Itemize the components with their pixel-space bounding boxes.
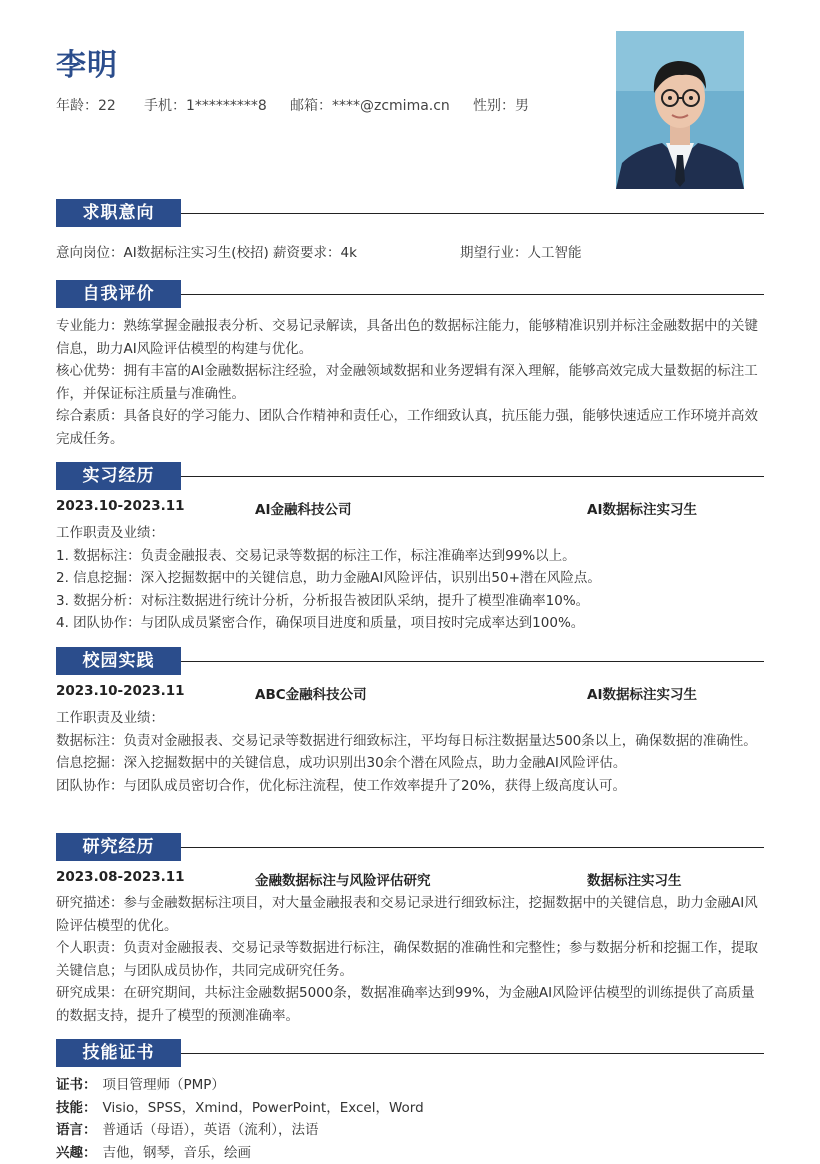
phone-text: 手机：1*********8 — [144, 95, 290, 115]
age-text: 年龄：22 — [56, 95, 144, 115]
detail-line: 3. 数据分析：对标注数据进行统计分析，分析报告被团队采纳，提升了模型准确率10%。 — [56, 590, 764, 613]
skill-value: 普通话（母语），英语（流利），法语 — [103, 1119, 319, 1142]
skill-item-interests — [56, 1142, 764, 1164]
section-divider — [181, 1053, 764, 1054]
skill-value: Visio，SPSS，Xmind，PowerPoint，Excel，Word — [103, 1097, 424, 1120]
email-text: 邮箱：****@zcmima.cn — [290, 95, 473, 115]
skill-label: 技能： — [56, 1097, 97, 1120]
detail-line: 4. 团队协作：与团队成员紧密合作，确保项目进度和质量，项目按时完成率达到100%。 — [56, 612, 764, 635]
section-divider — [181, 476, 764, 477]
research-header — [56, 869, 764, 891]
section-divider — [181, 661, 764, 662]
section-title: 校园实践 — [56, 647, 181, 675]
company-name: ABC金融科技公司 — [255, 683, 367, 703]
job-role: AI数据标注实习生 — [587, 683, 697, 703]
skills-list — [56, 1074, 764, 1164]
skill-item-skills — [56, 1097, 764, 1120]
skill-item-language — [56, 1119, 764, 1142]
skill-label: 兴趣： — [56, 1142, 97, 1164]
skill-label: 证书： — [56, 1074, 97, 1097]
detail-line: 1. 数据标注：负责金融报表、交易记录等数据的标注工作，标注准确率达到99%以上。 — [56, 545, 764, 568]
date-range: 2023.10-2023.11 — [56, 498, 185, 514]
section-title: 自我评价 — [56, 280, 181, 308]
detail-line: 2. 信息挖掘：深入挖掘数据中的关键信息，助力金融AI风险评估，识别出50+潜在风险点。 — [56, 567, 764, 590]
self-evaluation-text — [56, 315, 764, 450]
intent-industry: 期望行业：人工智能 — [460, 241, 582, 261]
self-line: 综合素质：具备良好的学习能力、团队合作精神和责任心，工作细致认真，抗压能力强，能够快速适应工作环境并高效完成任务。 — [56, 405, 764, 450]
detail-line: 个人职责：负责对金融报表、交易记录等数据进行标注，确保数据的准确性和完整性；参与数据分析和挖掘工作，提取关键信息；与团队成员协作，共同完成研究任务。 — [56, 937, 764, 982]
section-title: 实习经历 — [56, 462, 181, 490]
self-line: 核心优势：拥有丰富的AI金融数据标注经验，对金融领域数据和业务逻辑有深入理解，能够高效完成大量数据的标注工作，并保证标注质量与准确性。 — [56, 360, 764, 405]
section-research — [56, 833, 764, 861]
section-internship — [56, 462, 764, 490]
skill-value: 项目管理师（PMP） — [103, 1074, 225, 1097]
detail-line: 数据标注：负责对金融报表、交易记录等数据进行细致标注，平均每日标注数据量达500条以上，确保数据的准确性。 — [56, 730, 764, 753]
detail-line: 团队协作：与团队成员密切合作，优化标注流程，使工作效率提升了20%，获得上级高度认可。 — [56, 775, 764, 798]
section-divider — [181, 847, 764, 848]
detail-line: 研究描述：参与金融数据标注项目，对大量金融报表和交易记录进行细致标注，挖掘数据中的关键信息，助力金融AI风险评估模型的优化。 — [56, 892, 764, 937]
skill-value: 吉他，钢琴，音乐，绘画 — [103, 1142, 252, 1164]
section-campus — [56, 647, 764, 675]
campus-details — [56, 707, 764, 797]
internship-header — [56, 498, 764, 520]
section-title: 求职意向 — [56, 199, 181, 227]
candidate-name: 李明 — [56, 40, 118, 84]
intent-row — [56, 241, 764, 263]
skill-label: 语言： — [56, 1119, 97, 1142]
date-range: 2023.10-2023.11 — [56, 683, 185, 699]
detail-line: 工作职责及业绩： — [56, 707, 764, 730]
self-line: 专业能力：熟练掌握金融报表分析、交易记录解读，具备出色的数据标注能力，能够精准识别并标注金融数据中的关键信息，助力AI风险评估模型的构建与优化。 — [56, 315, 764, 360]
section-intent — [56, 199, 764, 227]
section-divider — [181, 213, 764, 214]
personal-info — [56, 95, 529, 115]
internship-details — [56, 522, 764, 635]
intent-position: 意向岗位：AI数据标注实习生(校招) 薪资要求：4k — [56, 241, 357, 261]
section-self-evaluation — [56, 280, 764, 308]
detail-line: 工作职责及业绩： — [56, 522, 764, 545]
company-name: AI金融科技公司 — [255, 498, 351, 518]
section-divider — [181, 294, 764, 295]
job-role: 数据标注实习生 — [587, 869, 682, 889]
section-title: 技能证书 — [56, 1039, 181, 1067]
job-role: AI数据标注实习生 — [587, 498, 697, 518]
research-details — [56, 892, 764, 1027]
date-range: 2023.08-2023.11 — [56, 869, 185, 885]
profile-photo — [616, 31, 744, 189]
campus-header — [56, 683, 764, 705]
section-skills — [56, 1039, 764, 1067]
detail-line: 研究成果：在研究期间，共标注金融数据5000条，数据准确率达到99%，为金融AI风险评估模型的训练提供了高质量的数据支持，提升了模型的预测准确率。 — [56, 982, 764, 1027]
gender-text: 性别：男 — [473, 95, 529, 115]
skill-item-certificate — [56, 1074, 764, 1097]
section-title: 研究经历 — [56, 833, 181, 861]
project-name: 金融数据标注与风险评估研究 — [255, 869, 431, 889]
detail-line: 信息挖掘：深入挖掘数据中的关键信息，成功识别出30余个潜在风险点，助力金融AI风险评估。 — [56, 752, 764, 775]
